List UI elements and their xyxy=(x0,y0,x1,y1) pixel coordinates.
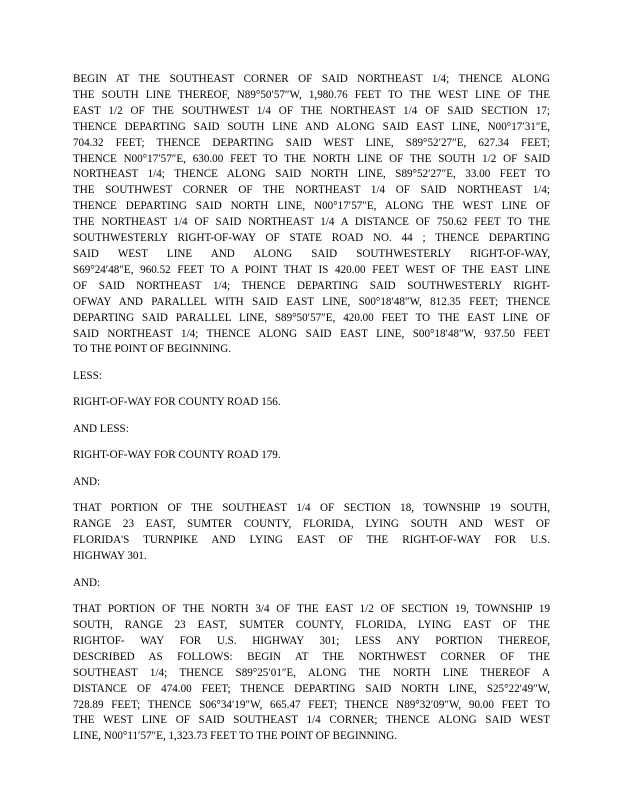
text-line: AND: xyxy=(73,576,101,589)
text-line: RIGHT-OF-WAY FOR COUNTY ROAD 156. xyxy=(73,396,281,409)
text-line: EAST 1/2 OF THE SOUTHWEST 1/4 OF THE NORTHEAST 1/4 OF SAID SECTION 17; xyxy=(73,104,550,117)
text-line: OF SAID NORTHEAST 1/4; THENCE DEPARTING SAID SOUTHWESTERLY RIGHT- xyxy=(73,279,550,292)
text-line: NORTHEAST 1/4; THENCE ALONG SAID NORTH LINE, S89°52′27″E, 33.00 FEET TO xyxy=(73,168,550,181)
text-line: 728.89 FEET; THENCE S06°34′19″W, 665.47 FEET; THENCE N89°32′09″W, 90.00 FEET TO xyxy=(73,698,550,711)
text-line: TO THE POINT OF BEGINNING. xyxy=(73,343,232,356)
text-line: RANGE 23 EAST, SUMTER COUNTY, FLORIDA, LYING SOUTH AND WEST OF xyxy=(73,518,550,531)
text-line: THENCE DEPARTING SAID SOUTH LINE AND ALONG SAID EAST LINE, N00°17′31″E, xyxy=(73,120,550,133)
text-line: OFWAY AND PARALLEL WITH SAID EAST LINE, S00°18′48″W, 812.35 FEET; THENCE xyxy=(73,295,550,308)
text-line: THE SOUTHWEST CORNER OF THE NORTHEAST 1/4 OF SAID NORTHEAST 1/4; xyxy=(73,184,550,197)
text-line: AND: xyxy=(73,475,101,488)
text-line: DESCRIBED AS FOLLOWS: BEGIN AT THE NORTHWEST CORNER OF THE xyxy=(73,650,550,663)
text-line: FLORIDA'S TURNPIKE AND LYING EAST OF THE RIGHT-OF-WAY FOR U.S. xyxy=(73,534,550,547)
text-line: BEGIN AT THE SOUTHEAST CORNER OF SAID NORTHEAST 1/4; THENCE ALONG xyxy=(73,73,550,85)
text-line: SOUTHEAST 1/4; THENCE S89°25′01″E, ALONG THE NORTH LINE THEREOF A xyxy=(73,666,550,679)
section-19-paragraph xyxy=(73,602,550,745)
text-line: HIGHWAY 301. xyxy=(73,550,147,563)
exception-county-road-179 xyxy=(73,448,550,464)
text-line: SAID WEST LINE AND ALONG SAID SOUTHWESTERLY RIGHT-OF-WAY, xyxy=(73,247,550,260)
less-heading xyxy=(73,369,550,385)
document-page xyxy=(73,72,550,756)
text-line: THE SOUTH LINE THEREOF, N89°50′57″W, 1,980.76 FEET TO THE WEST LINE OF THE xyxy=(73,88,550,101)
text-line: RIGHT-OF-WAY FOR COUNTY ROAD 179. xyxy=(73,449,281,462)
text-line: THENCE N00°17′57″E, 630.00 FEET TO THE NORTH LINE OF THE SOUTH 1/2 OF SAID xyxy=(73,152,550,165)
text-line: SOUTH, RANGE 23 EAST, SUMTER COUNTY, FLORIDA, LYING EAST OF THE xyxy=(73,619,550,632)
text-line: THE NORTHEAST 1/4 OF SAID NORTHEAST 1/4 A DISTANCE OF 750.62 FEET TO THE xyxy=(73,216,550,229)
text-line: S69°24′48″E, 960.52 FEET TO A POINT THAT IS 420.00 FEET WEST OF THE EAST LINE xyxy=(73,263,550,276)
text-line: THENCE DEPARTING SAID NORTH LINE, N00°17′57″E, ALONG THE WEST LINE OF xyxy=(73,200,550,213)
text-line: SOUTHWESTERLY RIGHT-OF-WAY OF STATE ROAD NO. 44 ; THENCE DEPARTING xyxy=(73,232,550,245)
text-line: DEPARTING SAID PARALLEL LINE, S89°50′57″E, 420.00 FEET TO THE EAST LINE OF xyxy=(73,311,550,324)
text-line: THAT PORTION OF THE SOUTHEAST 1/4 OF SECTION 18, TOWNSHIP 19 SOUTH, xyxy=(73,502,550,515)
and-heading-2 xyxy=(73,576,550,592)
and-heading xyxy=(73,475,550,491)
text-line: THAT PORTION OF THE NORTH 3/4 OF THE EAST 1/2 OF SECTION 19, TOWNSHIP 19 xyxy=(73,603,550,616)
text-line: SAID NORTHEAST 1/4; THENCE ALONG SAID EAST LINE, S00°18′48″W, 937.50 FEET xyxy=(73,327,550,340)
legal-description-paragraph xyxy=(73,72,550,358)
text-line: THE WEST LINE OF SAID SOUTHEAST 1/4 CORNER; THENCE ALONG SAID WEST xyxy=(73,714,550,727)
text-line: AND LESS: xyxy=(73,422,129,435)
text-line: LINE, N00°11′57″E, 1,323.73 FEET TO THE POINT OF BEGINNING. xyxy=(73,730,398,743)
and-less-heading xyxy=(73,422,550,438)
text-line: DISTANCE OF 474.00 FEET; THENCE DEPARTING SAID NORTH LINE, S25°22′49″W, xyxy=(73,682,550,695)
text-line: LESS: xyxy=(73,369,102,382)
text-line: RIGHTOF- WAY FOR U.S. HIGHWAY 301; LESS ANY PORTION THEREOF, xyxy=(73,634,550,647)
section-18-paragraph xyxy=(73,501,550,565)
exception-county-road-156 xyxy=(73,395,550,411)
text-line: 704.32 FEET; THENCE DEPARTING SAID WEST LINE, S89°52′27″E, 627.34 FEET; xyxy=(73,136,550,149)
